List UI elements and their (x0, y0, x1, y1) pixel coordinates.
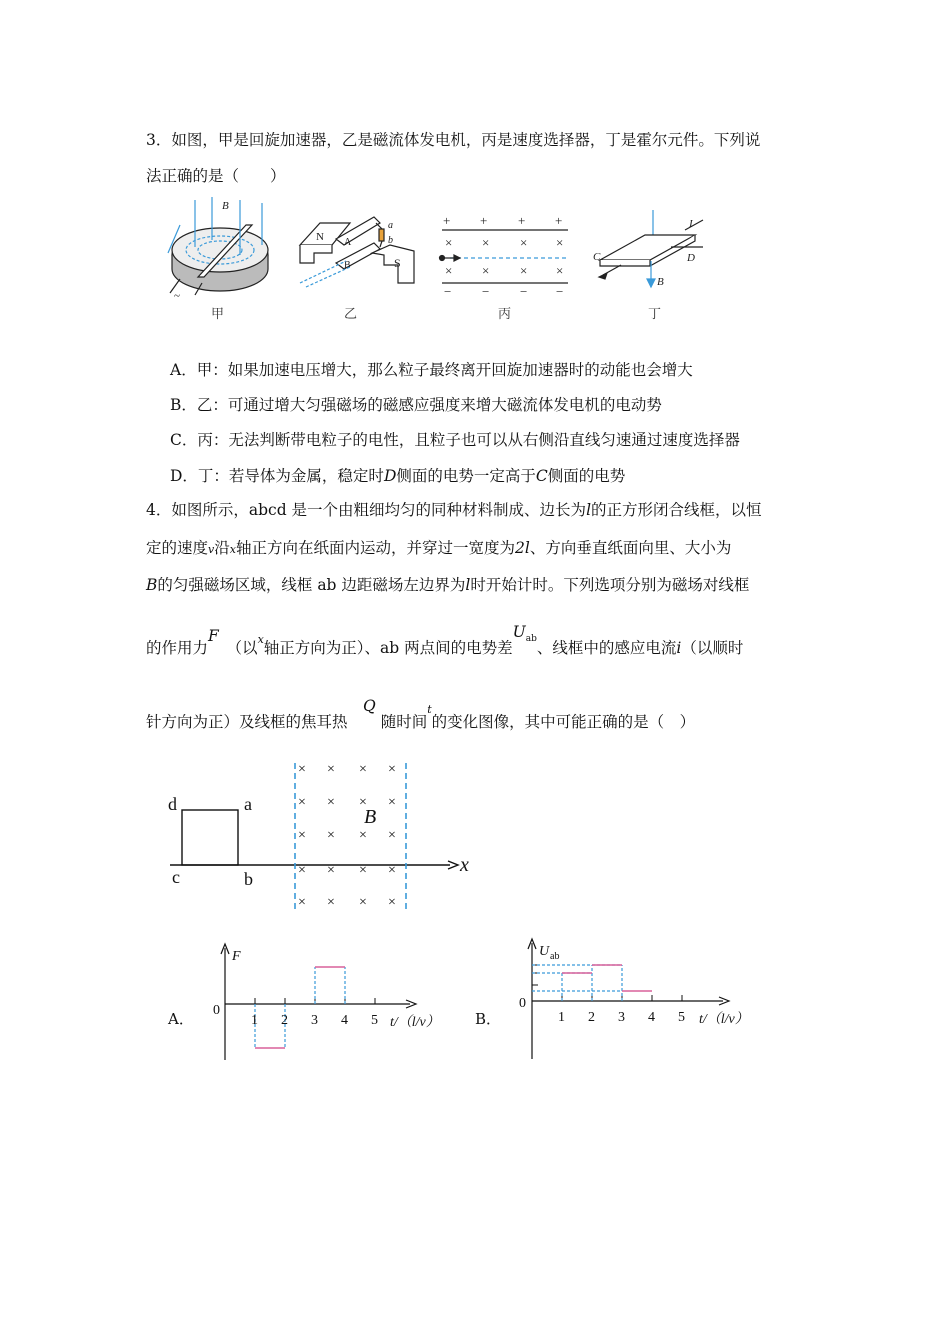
q4-l2-c: 轴正方向在纸面内运动，并穿过一宽度为 (235, 539, 515, 557)
cyclotron-figure (168, 197, 268, 300)
svg-text:×: × (327, 895, 335, 910)
graph-a-ylabel: F (232, 949, 241, 964)
q4-stem-line1 (146, 498, 762, 520)
svg-text:×: × (388, 895, 396, 910)
svg-text:×: × (556, 263, 564, 278)
x-axis-label: x (460, 854, 469, 876)
svg-text:×: × (520, 263, 528, 278)
q3-option-d-mid: 侧面的电势一定高于 (396, 467, 536, 485)
q3-stem-line2: 法正确的是（ ） (146, 167, 286, 185)
graph-b-tick: 1 (558, 1010, 565, 1025)
q4-l4-i: i (676, 639, 682, 657)
svg-text:×: × (520, 235, 528, 250)
svg-text:×: × (298, 863, 306, 878)
q4-stem-line2 (146, 536, 731, 558)
caption-jia: 甲 (211, 307, 225, 322)
q4-l4-c: 轴正方向为正）、ab 两点间的电势差 (263, 639, 513, 657)
svg-text:×: × (298, 895, 306, 910)
q3-stem-line1: 3．如图，甲是回旋加速器，乙是磁流体发电机，丙是速度选择器，丁是霍尔元件。下列说 (146, 131, 761, 149)
q3-figures (150, 195, 580, 300)
svg-text:×: × (388, 863, 396, 878)
hall-element-figure (585, 205, 715, 300)
graph-a-tick: 2 (281, 1013, 288, 1028)
q4-l1-post: 的正方形闭合线框，以恒 (591, 501, 762, 519)
q4-l4-b: （以 (234, 639, 258, 657)
graph-a-tick: 3 (311, 1013, 318, 1028)
mhd-n-label: N (316, 231, 324, 243)
q4-l5-t: t (427, 703, 432, 716)
svg-text:×: × (327, 863, 335, 878)
q4-l1-l: l (586, 501, 592, 519)
vertex-a: a (244, 794, 252, 814)
hall-c-label: C (593, 251, 601, 263)
q4-l4-d: 、线框中的感应电流 (536, 639, 677, 657)
q4-l2-a: 定的速度 (146, 539, 209, 557)
mhd-b-plate-label: B (344, 260, 351, 271)
square-loop (182, 810, 238, 865)
q3-option-d[interactable] (170, 464, 625, 486)
cyclotron-tilde: ~ (174, 290, 180, 300)
mhd-b-label: b (388, 235, 393, 246)
q3-option-d-post: 侧面的电势 (547, 467, 626, 485)
q4-main-figure (160, 755, 490, 915)
caption-bing: 丙 (498, 307, 512, 322)
svg-text:×: × (359, 795, 367, 810)
svg-text:+: + (518, 213, 526, 228)
caption-yi: 乙 (344, 307, 358, 322)
svg-text:×: × (388, 762, 396, 777)
cyclotron-b-label: B (222, 200, 229, 212)
svg-text:×: × (298, 828, 306, 843)
q4-stem-line4 (146, 623, 744, 658)
svg-text:×: × (327, 828, 335, 843)
svg-text:×: × (388, 795, 396, 810)
caption-ding: 丁 (648, 307, 662, 322)
svg-text:+: + (443, 213, 451, 228)
graph-a-tick: 4 (341, 1013, 348, 1028)
q4-option-b-label[interactable]: B． (475, 1010, 502, 1028)
graph-b-ylabel-sub: ab (550, 951, 560, 962)
q4-l4-Usub: ab (525, 634, 537, 644)
graph-b-tick: 2 (588, 1010, 595, 1025)
velocity-selector-figure (440, 213, 569, 299)
svg-text:×: × (445, 235, 453, 250)
graph-b-tick: 3 (618, 1010, 625, 1025)
svg-text:×: × (327, 762, 335, 777)
svg-text:×: × (298, 795, 306, 810)
graph-b-origin: 0 (519, 996, 526, 1011)
svg-text:+: + (480, 213, 488, 228)
svg-text:×: × (298, 762, 306, 777)
vertex-c: c (172, 867, 180, 887)
graph-a-origin: 0 (213, 1003, 220, 1018)
q4-stem-line5 (146, 697, 696, 732)
svg-text:×: × (359, 762, 367, 777)
q4-l3-l: l (465, 576, 471, 594)
q4-l4-F: F (208, 627, 219, 645)
q4-l4-U: U (512, 623, 526, 641)
q4-l5-c: 的变化图像，其中可能正确的是（ ） (431, 713, 696, 731)
graph-a-xlabel: t/（l/v） (390, 1015, 440, 1030)
q4-l4-a: 的作用力 (146, 639, 209, 657)
vertex-d: d (168, 794, 177, 814)
q4-l2-b: 沿 (214, 539, 230, 557)
q4-l1-pre: 4．如图所示，abcd 是一个由粗细均匀的同种材料制成、边长为 (146, 501, 587, 519)
q4-l4-x: x (257, 633, 264, 646)
field-B-label: B (364, 806, 377, 828)
svg-text:×: × (556, 235, 564, 250)
svg-text:−: − (520, 284, 528, 299)
mhd-generator-figure (300, 217, 414, 287)
mhd-a-label: a (388, 220, 393, 231)
hall-d-label: D (687, 252, 695, 264)
graph-b-xlabel: t/（l/v） (699, 1012, 749, 1027)
q3-option-a[interactable]: A．甲：如果加速电压增大，那么粒子最终离开回旋加速器时的动能也会增大 (170, 361, 693, 379)
q4-l2-v: v (208, 543, 215, 556)
mhd-a-plate-label: A (344, 237, 352, 248)
svg-text:×: × (359, 828, 367, 843)
graph-b (515, 935, 755, 1065)
svg-text:×: × (359, 895, 367, 910)
hall-b-label: B (657, 276, 664, 288)
field-crosses (298, 762, 396, 910)
svg-text:×: × (482, 235, 490, 250)
graph-b-ylabel: U (539, 944, 550, 959)
graph-a-tick: 5 (371, 1013, 378, 1028)
q4-l3-b: 时开始计时。下列选项分别为磁场对线框 (470, 576, 750, 594)
q4-stem-line3 (146, 573, 749, 595)
q4-l3-a: 的匀强磁场区域，线框 ab 边距磁场左边界为 (157, 576, 466, 594)
graph-b-tick: 4 (648, 1010, 655, 1025)
q3-option-d-C: C (535, 467, 548, 485)
mhd-s-label: S (394, 256, 401, 270)
vertex-b: b (244, 869, 253, 889)
q3-option-d-D: D (383, 467, 397, 485)
q4-l2-d: 、方向垂直纸面向里、大小为 (529, 539, 732, 557)
graph-a (210, 940, 450, 1065)
q4-option-a-label[interactable]: A． (168, 1010, 194, 1028)
q4-l3-B: B (146, 576, 158, 594)
q4-l5-Q: Q (363, 697, 376, 715)
svg-text:−: − (444, 284, 452, 299)
svg-text:×: × (445, 263, 453, 278)
q4-l5-a: 针方向为正）及线框的焦耳热 (146, 713, 348, 731)
svg-text:×: × (327, 795, 335, 810)
graph-b-tick: 5 (678, 1010, 685, 1025)
q4-l2-2l: 2l (514, 539, 530, 557)
q4-l4-e: （以顺时 (681, 639, 744, 657)
q3-option-c[interactable]: C．丙：无法判断带电粒子的电性，且粒子也可以从右侧沿直线匀速通过速度选择器 (170, 431, 740, 449)
q4-l5-b: 随时间 (380, 713, 428, 731)
hall-i-label: I (689, 218, 693, 230)
svg-text:×: × (482, 263, 490, 278)
svg-text:×: × (359, 863, 367, 878)
q3-option-d-pre: D．丁：若导体为金属，稳定时 (170, 467, 384, 485)
svg-text:×: × (388, 828, 396, 843)
q4-l2-x: x (229, 543, 236, 556)
svg-text:−: − (556, 284, 564, 299)
svg-text:+: + (555, 213, 563, 228)
graph-a-tick: 1 (251, 1013, 258, 1028)
svg-text:−: − (482, 284, 490, 299)
q3-option-b[interactable]: B．乙：可通过增大匀强磁场的磁感应强度来增大磁流体发电机的电动势 (170, 396, 662, 414)
